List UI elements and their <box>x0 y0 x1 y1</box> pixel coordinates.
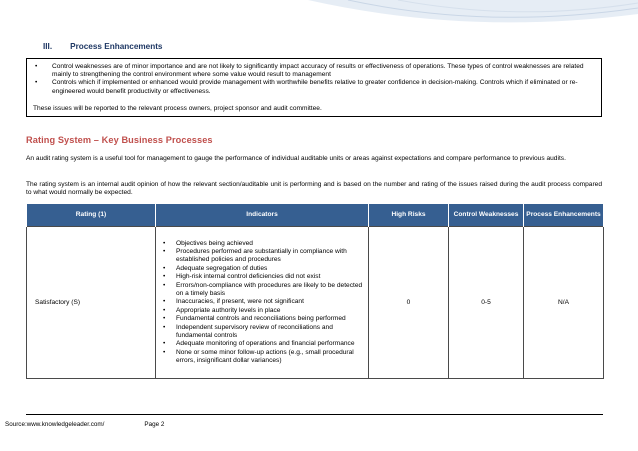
bullet-icon: • <box>163 315 166 323</box>
list-item <box>33 79 596 95</box>
header-indicators: Indicators <box>156 204 369 227</box>
table-header-row <box>27 204 604 227</box>
footer-divider <box>26 414 603 415</box>
list-item <box>163 324 363 340</box>
list-item <box>163 282 363 298</box>
process-enhancements-cell: N/A <box>524 227 604 379</box>
list-item <box>33 63 596 79</box>
header-rating: Rating (1) <box>27 204 156 227</box>
high-risks-cell: 0 <box>369 227 449 379</box>
bullet-text: Control weaknesses are of minor importance and are not likely to significantly impact accuracy of results or effectiveness of operations. These types of control weaknesses are related mainly to strengthening the control environment where some value would result to management <box>52 63 584 79</box>
bullet-icon: • <box>163 264 166 272</box>
reporting-note: These issues will be reported to the relevant process owners, project sponsor and audit committee. <box>33 104 322 112</box>
rating-table <box>26 203 604 379</box>
bullet-icon: • <box>163 239 166 247</box>
indicators-list <box>157 236 367 370</box>
bullet-icon: • <box>163 306 166 314</box>
rating-system-title: Rating System – Key Business Processes <box>26 135 213 145</box>
indicator-text: None or some minor follow-up actions (e.g., small procedural errors, insignificant dollar variances) <box>176 348 354 364</box>
header-process-enhancements: Process Enhancements <box>524 204 604 227</box>
list-item <box>163 298 363 306</box>
list-item <box>163 248 363 264</box>
process-enhancements-box <box>26 58 602 117</box>
list-item <box>163 273 363 281</box>
bullet-icon: • <box>163 340 166 348</box>
process-enhancements-list <box>33 63 596 96</box>
list-item <box>163 315 363 323</box>
header-high-risks: High Risks <box>369 204 449 227</box>
bullet-icon: • <box>163 298 166 306</box>
indicator-text: Procedures performed are substantially in compliance with established policies and procedures <box>176 248 347 264</box>
rating-cell: Satisfactory (S) <box>27 227 156 379</box>
table-row <box>27 227 604 379</box>
rating-paragraph-1: An audit rating system is a useful tool for management to gauge the performance of individual auditable units or areas against expectations and compare performance to previous audits. <box>26 155 566 162</box>
section-heading <box>43 42 163 51</box>
bullet-icon: • <box>163 273 166 281</box>
list-item <box>163 307 363 315</box>
indicator-text: Fundamental controls and reconciliations being performed <box>176 315 346 323</box>
indicator-text: Errors/non-compliance with procedures are likely to be detected on a timely basis <box>176 281 363 297</box>
section-title: Process Enhancements <box>70 42 163 51</box>
header-swoosh-decoration <box>308 0 638 40</box>
indicator-text: Appropriate authority levels in place <box>176 306 281 314</box>
rating-paragraph-2: The rating system is an internal audit opinion of how the relevant section/auditable unit is performing and is based on the number and rating of the issues raised during the audit process compared to what would normally be expected. <box>26 181 602 197</box>
page-footer <box>5 421 164 428</box>
indicator-text: Adequate segregation of duties <box>176 264 268 272</box>
section-number: III. <box>43 42 53 51</box>
footer-page-number: Page 2 <box>144 421 165 428</box>
bullet-icon: • <box>163 281 166 289</box>
indicators-cell <box>156 227 369 379</box>
list-item <box>163 349 363 365</box>
list-item <box>163 340 363 348</box>
bullet-icon: • <box>163 248 166 256</box>
bullet-text: Controls which if implemented or enhanced would provide management with worthwhile benefits relative to greater confidence in decision-making. Controls which if eliminated or re-engineered would benefit productivity or effectiveness. <box>52 79 578 95</box>
bullet-icon: • <box>163 323 166 331</box>
bullet-icon: • <box>35 63 38 70</box>
list-item <box>163 240 363 248</box>
indicator-text: Adequate monitoring of operations and financial performance <box>176 340 355 348</box>
bullet-icon: • <box>163 348 166 356</box>
header-control-weaknesses: Control Weaknesses <box>449 204 524 227</box>
indicator-text: Objectives being achieved <box>176 239 253 247</box>
bullet-icon: • <box>35 79 38 87</box>
indicator-text: Independent supervisory review of reconciliations and fundamental controls <box>176 323 333 339</box>
control-weaknesses-cell: 0-5 <box>449 227 524 379</box>
footer-source: Source:www.knowledgeleader.com/ <box>5 421 105 428</box>
indicator-text: High-risk internal control deficiencies did not exist <box>176 273 321 281</box>
list-item <box>163 265 363 273</box>
indicator-text: Inaccuracies, if present, were not significant <box>176 298 304 306</box>
